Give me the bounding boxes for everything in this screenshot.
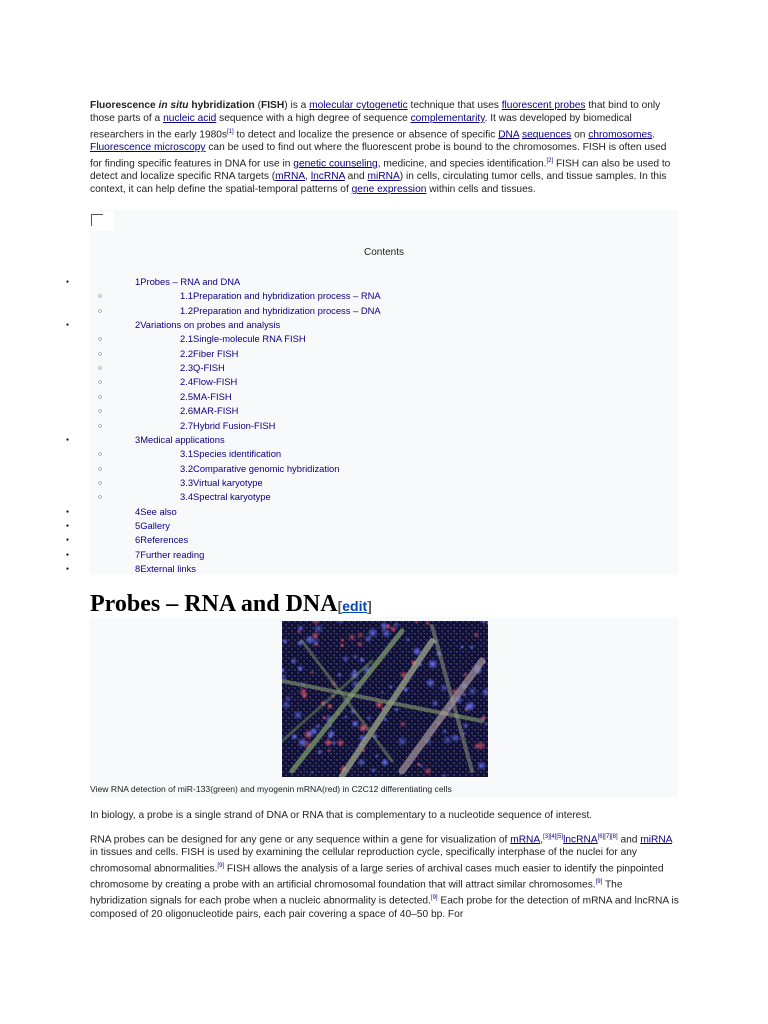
toc-number: 6 xyxy=(135,534,141,546)
cell-nucleus xyxy=(427,659,438,670)
link-mrna-2[interactable]: mRNA xyxy=(510,834,541,846)
toc-item-7[interactable] xyxy=(135,548,204,561)
toc-sub-bullet xyxy=(98,375,102,389)
toc-number: 8 xyxy=(135,563,141,574)
ref-9b[interactable]: [9] xyxy=(595,879,603,886)
cell-nucleus xyxy=(296,629,301,634)
toc-item-2[interactable] xyxy=(135,318,280,331)
toc-sub-bullet xyxy=(98,462,102,476)
cell-nucleus xyxy=(337,672,343,678)
cell-nucleus xyxy=(431,700,439,708)
cell-nucleus xyxy=(291,733,298,740)
toc-toggle-checkbox[interactable] xyxy=(90,211,114,231)
toc-number: 1.1 xyxy=(180,290,194,302)
toc-label: Spectral karyotype xyxy=(193,491,271,503)
toc-item-2-2[interactable] xyxy=(180,347,238,360)
toc-item-2-4[interactable] xyxy=(180,375,237,388)
toc-number: 5 xyxy=(135,519,141,531)
cell-nucleus xyxy=(442,728,448,734)
cell-nucleus xyxy=(317,749,323,755)
cell-nucleus xyxy=(397,736,408,747)
toc-label: References xyxy=(140,534,189,546)
link-lncrna[interactable]: lncRNA xyxy=(310,171,345,183)
figure xyxy=(90,617,678,797)
link-mirna[interactable]: miRNA xyxy=(367,171,400,183)
toc-title: Contents xyxy=(363,247,405,258)
toc-label: Single-molecule RNA FISH xyxy=(193,333,306,345)
toc-label: See also xyxy=(140,505,177,517)
link-fluorescent-probes[interactable]: fluorescent probes xyxy=(501,100,586,111)
toc-bullet xyxy=(66,519,69,534)
toc-label: Further reading xyxy=(140,548,205,560)
cell-nucleus xyxy=(375,754,380,759)
cell-nucleus xyxy=(468,686,478,696)
toc-label: Flow-FISH xyxy=(193,376,238,388)
toc-bullet xyxy=(66,562,69,577)
cell-nucleus xyxy=(469,645,474,650)
ref-9a[interactable]: [9] xyxy=(217,862,225,869)
toc-item-3-3[interactable] xyxy=(180,476,263,489)
link-chromosomes[interactable]: chromosomes xyxy=(588,129,653,141)
cell-nucleus xyxy=(394,707,399,712)
toc-label: Virtual karyotype xyxy=(193,476,263,488)
cell-nucleus xyxy=(477,761,487,771)
toc-sub-bullet xyxy=(98,361,102,375)
cell-nucleus xyxy=(297,665,304,672)
cell-nucleus xyxy=(380,622,388,630)
toc-item-3[interactable] xyxy=(135,433,225,446)
cell-nucleus xyxy=(366,715,372,721)
microscopy-image[interactable] xyxy=(282,621,488,777)
link-fluorescence-microscopy[interactable]: Fluorescence microscopy xyxy=(90,142,206,154)
toc-label: Probes – RNA and DNA xyxy=(140,276,241,287)
intro-paragraph: Fluorescence in situ hybridization (FISH) is a molecular cytogenetic technique that uses fluorescent probes that bind to only those parts of a nucleic acid sequence with a high degree of sequence complementarity. It was developed by biomedical researchers in the early 1980s[1] to detect and localize the presence or absence of specific DNA sequences on chromosomes. Fluorescence microscopy can be used to find out where the fluorescent probe is bound to the chromosomes. FISH is often used for finding specific features in DNA for use in genetic counseling, medicine, and species identification.[2] FISH can also be used to detect and localize specific RNA targets (mRNA, lncRNA and miRNA) in cells, circulating tumor cells, and tissue samples. In this context, it can help define the spatial-temporal patterns of gene expression within cells and tissues. xyxy=(90,100,671,196)
toc-item-3-1[interactable] xyxy=(180,447,281,460)
toc-number: 1 xyxy=(135,276,141,287)
cell-nucleus xyxy=(315,723,321,729)
toc-sub-bullet xyxy=(98,347,102,361)
toc-label: Preparation and hybridization process – RNA xyxy=(193,290,381,302)
cell-nucleus xyxy=(340,643,345,648)
toc-label: MA-FISH xyxy=(193,390,232,402)
toc-label: Species identification xyxy=(193,448,282,460)
cell-nucleus xyxy=(425,678,435,688)
cell-nucleus xyxy=(380,758,389,767)
link-mirna-2[interactable]: miRNA xyxy=(640,834,673,846)
cell-nucleus xyxy=(460,645,464,649)
cell-nucleus xyxy=(327,730,335,738)
toc-sub-bullet xyxy=(98,332,102,346)
toc-label: Variations on probes and analysis xyxy=(140,319,281,331)
rna-probes-paragraph: RNA probes can be designed for any gene or any sequence within a gene for visualization of mRNA,[3][4][5]lncRNA[6][7][8] and miRNA in tissues and cells. FISH is used by examining the cellular reproduction cycle, specifically interphase of the nuclei for any chromosomal abnormalities.[9] FISH allows the analysis of a large series of archival cases much easier to identify the pinpointed chromosome by creating a probe with an artificial chromosomal foundation that will attract similar chromosomes.[9] The hybridization signals for each probe when a nucleic abnormality is detected.[9] Each probe for the detection of mRNA and lncRNA is composed of 20 oligonucleotide pairs, each pair covering a space of 40–50 bp. For xyxy=(90,834,679,920)
cell-nucleus xyxy=(310,770,315,775)
cell-nucleus xyxy=(357,641,364,648)
toc-sub-bullet xyxy=(98,490,102,504)
toc-label: MAR-FISH xyxy=(193,405,239,417)
toc-item-1[interactable] xyxy=(135,275,240,288)
section-heading xyxy=(90,589,678,619)
cell-nucleus xyxy=(348,633,357,642)
toc-number: 3.4 xyxy=(180,491,194,503)
toc-number: 2 xyxy=(135,319,141,331)
toc-number: 2.5 xyxy=(180,390,194,402)
toc-number: 2.3 xyxy=(180,362,194,374)
cell-nucleus xyxy=(357,758,366,767)
toc-bullet xyxy=(66,505,69,520)
cell-nucleus xyxy=(424,767,432,775)
toc-item-1-1[interactable] xyxy=(180,289,381,302)
toc-sub-bullet xyxy=(98,447,102,461)
abbr-bold: FISH xyxy=(261,100,285,111)
cell-nucleus xyxy=(293,710,303,720)
toc-sub-bullet xyxy=(98,419,102,433)
ref-9c[interactable]: [9] xyxy=(430,895,438,902)
toc-item-8[interactable] xyxy=(135,562,196,575)
toc-number: 2.6 xyxy=(180,405,194,417)
ref-1[interactable]: [1] xyxy=(227,128,234,135)
cell-nucleus xyxy=(464,704,472,712)
cell-nucleus xyxy=(359,657,365,663)
toc-label: Gallery xyxy=(140,519,170,531)
toc-label: Preparation and hybridization process – DNA xyxy=(193,304,381,316)
link-complementarity[interactable]: complementarity xyxy=(410,112,485,124)
ref-2[interactable]: [2] xyxy=(546,158,554,165)
cell-nucleus xyxy=(306,730,314,738)
toc-number: 3.2 xyxy=(180,462,194,474)
probe-definition-paragraph: In biology, a probe is a single strand of DNA or RNA that is complementary to a nucleotide sequence of interest. xyxy=(90,810,593,821)
edit-link[interactable]: edit xyxy=(342,598,368,614)
toc-number: 2.1 xyxy=(180,333,194,345)
table-of-contents xyxy=(90,210,678,575)
toc-number: 7 xyxy=(135,548,141,560)
link-sequences[interactable]: sequences xyxy=(521,129,572,141)
toc-number: 2.2 xyxy=(180,347,194,359)
toc-bullet xyxy=(66,533,69,548)
cell-nucleus xyxy=(340,638,345,643)
cell-nucleus xyxy=(476,740,487,751)
cell-nucleus xyxy=(371,767,376,772)
cell-nucleus xyxy=(290,657,297,664)
cell-nucleus xyxy=(327,703,333,709)
toc-bullet xyxy=(66,433,69,448)
toc-bullet xyxy=(66,275,69,290)
toc-bullet xyxy=(66,548,69,563)
cell-nucleus xyxy=(297,737,307,747)
toc-number: 3 xyxy=(135,433,141,445)
cell-nucleus xyxy=(351,720,359,728)
cell-nucleus xyxy=(299,687,308,696)
toc-item-2-7[interactable] xyxy=(180,419,275,432)
toc-label: Q-FISH xyxy=(193,362,225,374)
term-bold: Fluorescence in situ hybridization xyxy=(90,100,255,111)
ref-6-8[interactable]: [6][7][8] xyxy=(597,834,618,840)
toc-number: 1.2 xyxy=(180,304,194,316)
toc-item-5[interactable] xyxy=(135,519,170,532)
cell-nucleus xyxy=(352,654,358,660)
cell-nucleus xyxy=(282,638,288,644)
link-mrna[interactable]: mRNA xyxy=(275,171,306,183)
cell-nucleus xyxy=(390,626,397,633)
cell-nucleus xyxy=(344,715,348,719)
cell-nucleus xyxy=(442,735,452,745)
toc-number: 3.1 xyxy=(180,448,194,460)
cell-nucleus xyxy=(324,738,333,747)
toc-label: Medical applications xyxy=(140,433,225,445)
toc-item-3-2[interactable] xyxy=(180,462,339,475)
toc-sub-bullet xyxy=(98,289,102,303)
cell-nucleus xyxy=(364,635,372,643)
toc-item-4[interactable] xyxy=(135,505,177,518)
toc-item-6[interactable] xyxy=(135,533,188,546)
toc-item-2-1[interactable] xyxy=(180,332,306,345)
toc-sub-bullet xyxy=(98,476,102,490)
toc-label: Comparative genomic hybridization xyxy=(193,462,340,474)
link-genetic-counseling[interactable]: genetic counseling xyxy=(293,158,378,170)
toc-sub-bullet xyxy=(98,304,102,318)
cell-nucleus xyxy=(399,720,406,727)
checkbox-icon xyxy=(91,214,103,226)
section-heading-text: Probes – RNA and DNA xyxy=(90,591,338,617)
toc-item-2-5[interactable] xyxy=(180,390,232,403)
cell-nucleus xyxy=(380,691,384,695)
toc-sub-bullet xyxy=(98,390,102,404)
cell-nucleus xyxy=(310,637,320,647)
link-nucleic-acid[interactable]: nucleic acid xyxy=(163,112,217,124)
cell-nucleus xyxy=(327,748,332,753)
cell-nucleus xyxy=(284,695,291,702)
link-dna[interactable]: DNA xyxy=(498,129,520,141)
toc-label: External links xyxy=(140,563,196,574)
toc-label: Fiber FISH xyxy=(193,347,239,359)
cell-nucleus xyxy=(473,632,479,638)
cell-nucleus xyxy=(405,637,411,643)
toc-number: 3.3 xyxy=(180,476,194,488)
cell-nucleus xyxy=(419,763,424,768)
cell-nucleus xyxy=(336,739,345,748)
cell-nucleus xyxy=(462,723,469,730)
link-lncrna-2[interactable]: lncRNA xyxy=(563,834,598,846)
toc-item-2-6[interactable] xyxy=(180,404,238,417)
cell-nucleus xyxy=(322,715,327,720)
cell-nucleus xyxy=(388,684,393,689)
toc-label: Hybrid Fusion-FISH xyxy=(193,419,276,431)
link-gene-expression[interactable]: gene expression xyxy=(351,184,427,196)
ref-3-5[interactable]: [3][4][5] xyxy=(543,834,564,840)
figure-caption: View RNA detection of miR-133(green) and myogenin mRNA(red) in C2C12 differentiating cells xyxy=(90,784,452,794)
cell-nucleus xyxy=(310,670,315,675)
toc-sub-bullet xyxy=(98,404,102,418)
cell-nucleus xyxy=(342,655,350,663)
edit-section: [edit] xyxy=(337,598,372,614)
toc-item-1-2[interactable] xyxy=(180,304,381,317)
toc-item-3-4[interactable] xyxy=(180,490,271,503)
link-molecular-cytogenetic[interactable]: molecular cytogenetic xyxy=(309,100,408,111)
toc-bullet xyxy=(66,318,69,333)
cell-nucleus xyxy=(357,631,365,639)
toc-number: 2.4 xyxy=(180,376,194,388)
toc-number: 4 xyxy=(135,505,141,517)
toc-number: 2.7 xyxy=(180,419,194,431)
toc-item-2-3[interactable] xyxy=(180,361,225,374)
